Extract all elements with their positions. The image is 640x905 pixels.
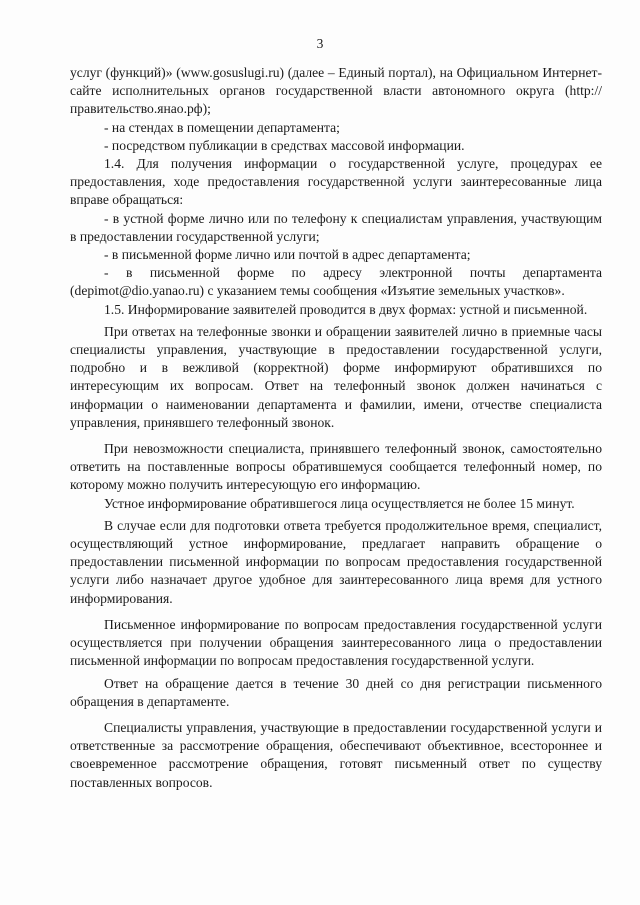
- paragraph-phone-calls: При ответах на телефонные звонки и обращении заявителей лично в приемные часы специалисты управления, участвующие в предоставлении государственной услуги, подробно и в вежливой (корректной) форме информируют обратившихся по интересующим их вопросам. Ответ на телефонный звонок должен начинаться с информации о наименовании департамента и фамилии, имени, отчестве специалиста управления, принявшего телефонный звонок.: [70, 323, 602, 430]
- paragraph-30-days: Ответ на обращение дается в течение 30 дней со дня регистрации письменного обращения в департаменте.: [70, 675, 602, 709]
- paragraph-impossibility: При невозможности специалиста, принявшего телефонный звонок, самостоятельно ответить на поставленные вопросы обратившемуся сообщается телефонный номер, по которому можно получить интересующую его информацию.: [70, 441, 602, 493]
- paragraph-portal-continuation: услуг (функций)» (www.gosuslugi.ru) (далее – Единый портал), на Официальном Интернет-сайте исполнительных органов государственной власти автономного округа (http://правительство.янао.рф);: [70, 65, 602, 117]
- document-body: [70, 64, 602, 792]
- list-item-email: - в письменной форме по адресу электронной почты департамента (depimot@dio.yanao.ru) с указанием темы сообщения «Изъятие земельных участков».: [70, 265, 602, 299]
- list-item-oral-phone: - в устной форме лично или по телефону к специалистам управления, участвующим в предоставлении государственной услуги;: [70, 210, 602, 244]
- page-number: 3: [316, 36, 324, 51]
- paragraph-oral-duration: Устное информирование обратившегося лица осуществляется не более 15 минут.: [104, 495, 575, 511]
- list-item-stands: - на стендах в помещении департамента;: [104, 119, 340, 135]
- paragraph-1-5: 1.5. Информирование заявителей проводится в двух формах: устной и письменной.: [104, 301, 588, 317]
- paragraph-written-info: Письменное информирование по вопросам предоставления государственной услуги осуществляется при получении обращения заинтересованного лица о предоставлении письменной информации по вопросам предоставления государственной услуги.: [70, 616, 602, 669]
- paragraph-long-answer: В случае если для подготовки ответа требуется продолжительное время, специалист, осуществляющий устное информирование, предлагает направить обращение о предоставлении письменной информации по вопросам предоставления государственной услуги либо назначает другое удобное для заинтересованного лица время для устного информирования.: [70, 517, 602, 606]
- list-item-media: - посредством публикации в средствах массовой информации.: [104, 137, 465, 153]
- list-item-written-mail: - в письменной форме лично или почтой в адрес департамента;: [104, 247, 471, 263]
- paragraph-specialists: Специалисты управления, участвующие в предоставлении государственной услуги и ответственные за рассмотрение обращения, обеспечивают объективное, всестороннее и своевременное рассмотрение обращения, готовят письменный ответ по существу поставленных вопросов.: [70, 719, 602, 790]
- paragraph-1-4: 1.4. Для получения информации о государственной услуге, процедурах ее предоставления, ходе предоставления государственной услуги заинтересованные лица вправе обращаться:: [70, 156, 602, 208]
